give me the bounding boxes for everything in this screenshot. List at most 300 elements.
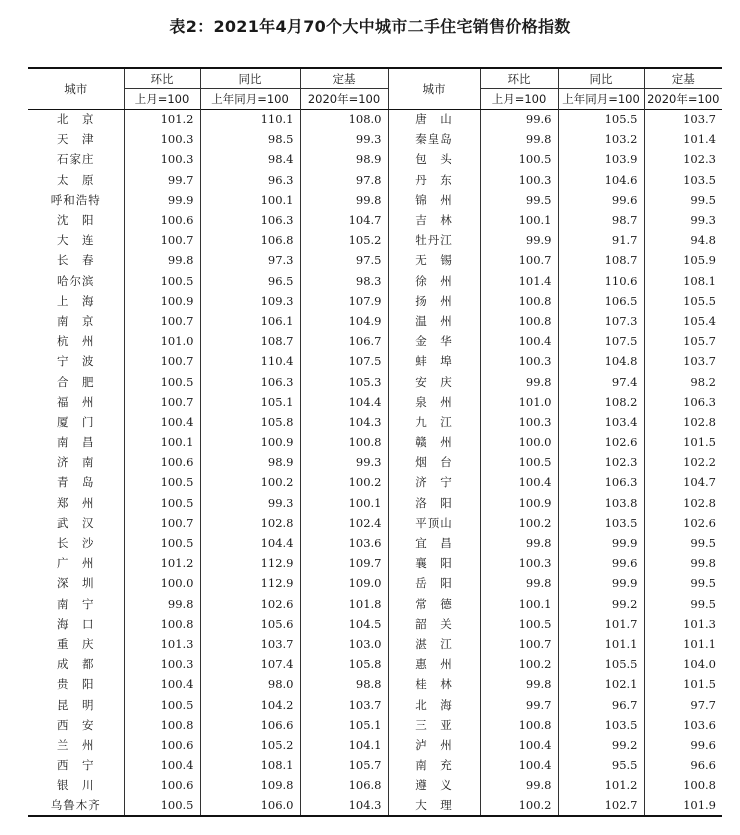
left-yoy-cell: 105.2 (200, 735, 300, 755)
right-city-cell: 平顶山 (388, 513, 480, 533)
left-city-cell: 乌鲁木齐 (28, 795, 124, 815)
right-yoy-cell: 99.9 (558, 573, 644, 593)
right-yoy-cell: 99.9 (558, 533, 644, 553)
right-city-cell: 洛 阳 (388, 493, 480, 513)
left-mom-cell: 99.8 (124, 250, 200, 270)
left-yoy-cell: 102.8 (200, 513, 300, 533)
right-yoy-cell: 99.2 (558, 594, 644, 614)
left-mom-cell: 100.9 (124, 291, 200, 311)
left-mom-cell: 100.6 (124, 452, 200, 472)
right-base-cell: 99.5 (644, 594, 722, 614)
right-mom-cell: 100.5 (480, 149, 558, 169)
left-mom-cell: 100.8 (124, 614, 200, 634)
left-mom-cell: 100.4 (124, 412, 200, 432)
table-row (28, 594, 722, 614)
right-city-cell: 岳 阳 (388, 573, 480, 593)
left-city-cell: 大 连 (57, 233, 95, 248)
left-city-cell: 太 原 (57, 172, 95, 187)
table-row (28, 533, 722, 553)
right-city-cell: 扬 州 (388, 291, 480, 311)
right-city-cell: 济 宁 (388, 472, 480, 492)
left-city-cell: 长 春 (57, 253, 95, 268)
left-yoy-cell: 98.9 (200, 452, 300, 472)
right-yoy-cell: 102.6 (558, 432, 644, 452)
right-base-cell: 106.3 (644, 392, 722, 412)
right-yoy-cell: 99.2 (558, 735, 644, 755)
left-city-cell: 合 肥 (57, 374, 95, 389)
right-base-cell: 105.9 (644, 250, 722, 270)
left-base-cell: 98.8 (300, 674, 388, 694)
right-yoy-cell: 108.2 (558, 392, 644, 412)
left-base-cell: 97.5 (300, 250, 388, 270)
left-mom-cell: 100.3 (124, 149, 200, 169)
left-yoy-cell: 108.1 (200, 755, 300, 775)
right-mom-cell: 101.0 (480, 392, 558, 412)
left-base-cell: 100.1 (300, 493, 388, 513)
right-mom-cell: 99.7 (480, 694, 558, 714)
left-base-cell: 108.0 (300, 109, 388, 129)
table-row (28, 795, 722, 815)
left-mom-cell: 99.9 (124, 190, 200, 210)
right-yoy-cell: 104.6 (558, 170, 644, 190)
left-base-cell: 105.2 (300, 230, 388, 250)
right-city-cell: 锦 州 (388, 190, 480, 210)
left-yoy-cell: 105.6 (200, 614, 300, 634)
left-city-cell: 昆 明 (57, 697, 95, 712)
right-yoy-cell: 91.7 (558, 230, 644, 250)
left-mom-cell: 100.4 (124, 674, 200, 694)
left-yoy-cell: 105.1 (200, 392, 300, 412)
right-city-cell: 安 庆 (388, 371, 480, 391)
left-base-cell: 105.7 (300, 755, 388, 775)
right-base-cell: 104.7 (644, 472, 722, 492)
header-yoy-right: 同比 (558, 68, 644, 89)
right-city-cell: 包 头 (388, 149, 480, 169)
left-mom-cell: 100.5 (124, 472, 200, 492)
right-mom-cell: 100.4 (480, 472, 558, 492)
right-mom-cell: 100.4 (480, 331, 558, 351)
right-base-cell: 98.2 (644, 371, 722, 391)
left-city-cell: 石家庄 (57, 152, 95, 167)
left-base-cell: 98.3 (300, 271, 388, 291)
left-base-cell: 103.6 (300, 533, 388, 553)
left-mom-cell: 100.5 (124, 533, 200, 553)
table-row (28, 392, 722, 412)
left-yoy-cell: 110.4 (200, 351, 300, 371)
left-yoy-cell: 106.0 (200, 795, 300, 815)
left-city-cell: 青 岛 (57, 475, 95, 490)
table-row (28, 351, 722, 371)
right-mom-cell: 100.7 (480, 634, 558, 654)
left-base-cell: 104.3 (300, 412, 388, 432)
right-yoy-cell: 102.3 (558, 452, 644, 472)
table-row (28, 573, 722, 593)
left-base-cell: 100.8 (300, 432, 388, 452)
right-yoy-cell: 99.6 (558, 553, 644, 573)
right-base-cell: 96.6 (644, 755, 722, 775)
left-base-cell: 104.3 (300, 795, 388, 815)
table-row (28, 654, 722, 674)
right-yoy-cell: 103.5 (558, 715, 644, 735)
right-base-cell: 102.2 (644, 452, 722, 472)
right-mom-cell: 100.1 (480, 210, 558, 230)
header-base-right: 定基 (644, 68, 722, 89)
left-mom-cell: 100.7 (124, 392, 200, 412)
left-yoy-cell: 103.7 (200, 634, 300, 654)
left-yoy-cell: 97.3 (200, 250, 300, 270)
right-city-cell: 襄 阳 (388, 553, 480, 573)
right-base-cell: 102.8 (644, 412, 722, 432)
right-city-cell: 牡丹江 (388, 230, 480, 250)
right-base-cell: 108.1 (644, 271, 722, 291)
left-yoy-cell: 106.1 (200, 311, 300, 331)
table-row (28, 715, 722, 735)
table-row (28, 735, 722, 755)
left-yoy-cell: 96.5 (200, 271, 300, 291)
left-city-cell: 南 昌 (57, 435, 95, 450)
right-yoy-cell: 107.5 (558, 331, 644, 351)
right-mom-cell: 99.8 (480, 674, 558, 694)
left-yoy-cell: 105.8 (200, 412, 300, 432)
left-yoy-cell: 106.6 (200, 715, 300, 735)
table-row (28, 412, 722, 432)
right-mom-cell: 100.3 (480, 553, 558, 573)
left-yoy-cell: 98.0 (200, 674, 300, 694)
header-row-sub (28, 89, 722, 110)
left-yoy-cell: 104.4 (200, 533, 300, 553)
table-row (28, 129, 722, 149)
left-mom-cell: 100.5 (124, 371, 200, 391)
left-base-cell: 103.7 (300, 694, 388, 714)
right-city-cell: 湛 江 (388, 634, 480, 654)
left-yoy-cell: 102.6 (200, 594, 300, 614)
left-city-cell: 长 沙 (57, 536, 95, 551)
right-mom-cell: 100.9 (480, 493, 558, 513)
right-mom-cell: 99.6 (480, 109, 558, 129)
right-city-cell: 三 亚 (388, 715, 480, 735)
right-yoy-cell: 96.7 (558, 694, 644, 714)
right-yoy-cell: 103.4 (558, 412, 644, 432)
left-mom-cell: 101.0 (124, 331, 200, 351)
header-mom-sub-right: 上月=100 (480, 89, 558, 110)
right-city-cell: 遵 义 (388, 775, 480, 795)
left-base-cell: 104.7 (300, 210, 388, 230)
left-city-cell: 重 庆 (57, 636, 95, 651)
table-row (28, 674, 722, 694)
left-mom-cell: 99.7 (124, 170, 200, 190)
left-city-cell: 北 京 (57, 112, 95, 127)
left-yoy-cell: 100.2 (200, 472, 300, 492)
left-base-cell: 106.7 (300, 331, 388, 351)
right-base-cell: 103.5 (644, 170, 722, 190)
left-mom-cell: 100.6 (124, 210, 200, 230)
right-city-cell: 丹 东 (388, 170, 480, 190)
left-city-cell: 武 汉 (57, 515, 95, 530)
right-city-cell: 泉 州 (388, 392, 480, 412)
left-yoy-cell: 112.9 (200, 553, 300, 573)
left-mom-cell: 101.3 (124, 634, 200, 654)
header-yoy-left: 同比 (200, 68, 300, 89)
left-city-cell: 宁 波 (57, 354, 95, 369)
right-base-cell: 102.3 (644, 149, 722, 169)
right-mom-cell: 99.5 (480, 190, 558, 210)
right-mom-cell: 99.8 (480, 371, 558, 391)
table-row (28, 311, 722, 331)
left-base-cell: 107.9 (300, 291, 388, 311)
right-base-cell: 102.6 (644, 513, 722, 533)
right-city-cell: 北 海 (388, 694, 480, 714)
header-mom-sub-left: 上月=100 (124, 89, 200, 110)
left-base-cell: 97.8 (300, 170, 388, 190)
price-index-table (28, 67, 722, 817)
left-yoy-cell: 108.7 (200, 331, 300, 351)
left-yoy-cell: 99.3 (200, 493, 300, 513)
right-yoy-cell: 103.8 (558, 493, 644, 513)
right-mom-cell: 100.3 (480, 351, 558, 371)
right-base-cell: 102.8 (644, 493, 722, 513)
right-base-cell: 101.5 (644, 674, 722, 694)
left-yoy-cell: 106.3 (200, 371, 300, 391)
left-mom-cell: 101.2 (124, 109, 200, 129)
left-yoy-cell: 106.8 (200, 230, 300, 250)
header-base-sub-right: 2020年=100 (644, 89, 722, 110)
right-city-cell: 烟 台 (388, 452, 480, 472)
right-base-cell: 99.5 (644, 190, 722, 210)
right-base-cell: 99.5 (644, 573, 722, 593)
left-mom-cell: 100.5 (124, 694, 200, 714)
right-base-cell: 103.7 (644, 351, 722, 371)
left-base-cell: 105.3 (300, 371, 388, 391)
left-yoy-cell: 104.2 (200, 694, 300, 714)
right-yoy-cell: 103.9 (558, 149, 644, 169)
right-yoy-cell: 105.5 (558, 654, 644, 674)
left-base-cell: 105.8 (300, 654, 388, 674)
table-row (28, 634, 722, 654)
left-base-cell: 104.1 (300, 735, 388, 755)
right-yoy-cell: 97.4 (558, 371, 644, 391)
right-yoy-cell: 106.5 (558, 291, 644, 311)
right-base-cell: 99.3 (644, 210, 722, 230)
left-base-cell: 104.5 (300, 614, 388, 634)
table-row (28, 452, 722, 472)
left-base-cell: 103.0 (300, 634, 388, 654)
right-mom-cell: 99.8 (480, 129, 558, 149)
left-mom-cell: 100.7 (124, 230, 200, 250)
left-city-cell: 广 州 (57, 556, 95, 571)
right-yoy-cell: 101.2 (558, 775, 644, 795)
right-city-cell: 赣 州 (388, 432, 480, 452)
right-city-cell: 宜 昌 (388, 533, 480, 553)
left-yoy-cell: 96.3 (200, 170, 300, 190)
left-mom-cell: 100.7 (124, 513, 200, 533)
right-mom-cell: 100.2 (480, 513, 558, 533)
left-yoy-cell: 107.4 (200, 654, 300, 674)
right-mom-cell: 100.4 (480, 755, 558, 775)
right-mom-cell: 100.8 (480, 311, 558, 331)
right-yoy-cell: 101.1 (558, 634, 644, 654)
right-city-cell: 秦皇岛 (388, 129, 480, 149)
left-city-cell: 济 南 (57, 455, 95, 470)
table-title: 表2：2021年4月70个大中城市二手住宅销售价格指数 (169, 17, 571, 36)
right-mom-cell: 100.1 (480, 594, 558, 614)
table-row (28, 493, 722, 513)
left-city-cell: 南 宁 (57, 596, 95, 611)
right-yoy-cell: 101.7 (558, 614, 644, 634)
right-yoy-cell: 95.5 (558, 755, 644, 775)
right-yoy-cell: 110.6 (558, 271, 644, 291)
right-yoy-cell: 98.7 (558, 210, 644, 230)
header-base-sub-left: 2020年=100 (300, 89, 388, 110)
left-mom-cell: 100.4 (124, 755, 200, 775)
right-yoy-cell: 108.7 (558, 250, 644, 270)
left-city-cell: 呼和浩特 (50, 192, 101, 207)
right-yoy-cell: 103.2 (558, 129, 644, 149)
left-mom-cell: 100.7 (124, 351, 200, 371)
table-row (28, 331, 722, 351)
left-mom-cell: 100.0 (124, 573, 200, 593)
table-body (28, 109, 722, 816)
left-yoy-cell: 98.4 (200, 149, 300, 169)
right-base-cell: 101.5 (644, 432, 722, 452)
right-city-cell: 韶 关 (388, 614, 480, 634)
left-mom-cell: 100.5 (124, 493, 200, 513)
right-city-cell: 九 江 (388, 412, 480, 432)
left-base-cell: 109.7 (300, 553, 388, 573)
table-row (28, 271, 722, 291)
left-city-cell: 深 圳 (57, 576, 95, 591)
table-row (28, 109, 722, 129)
right-base-cell: 99.5 (644, 533, 722, 553)
table-row (28, 755, 722, 775)
table-row (28, 553, 722, 573)
header-base-left: 定基 (300, 68, 388, 89)
right-base-cell: 97.7 (644, 694, 722, 714)
right-city-cell: 徐 州 (388, 271, 480, 291)
right-city-cell: 常 德 (388, 594, 480, 614)
left-city-cell: 兰 州 (57, 737, 95, 752)
left-base-cell: 104.4 (300, 392, 388, 412)
left-base-cell: 101.8 (300, 594, 388, 614)
left-city-cell: 西 安 (57, 717, 95, 732)
left-city-cell: 上 海 (57, 293, 95, 308)
left-mom-cell: 101.2 (124, 553, 200, 573)
header-row-main (28, 68, 722, 89)
right-yoy-cell: 102.7 (558, 795, 644, 815)
right-mom-cell: 100.3 (480, 170, 558, 190)
left-mom-cell: 100.5 (124, 271, 200, 291)
right-base-cell: 101.3 (644, 614, 722, 634)
table-row (28, 513, 722, 533)
left-base-cell: 109.0 (300, 573, 388, 593)
right-mom-cell: 100.0 (480, 432, 558, 452)
right-base-cell: 101.9 (644, 795, 722, 815)
left-mom-cell: 99.8 (124, 594, 200, 614)
right-base-cell: 99.6 (644, 735, 722, 755)
right-base-cell: 101.4 (644, 129, 722, 149)
right-mom-cell: 100.7 (480, 250, 558, 270)
left-city-cell: 沈 阳 (57, 213, 95, 228)
left-yoy-cell: 110.1 (200, 109, 300, 129)
right-mom-cell: 99.8 (480, 573, 558, 593)
left-city-cell: 厦 门 (57, 414, 95, 429)
left-base-cell: 98.9 (300, 149, 388, 169)
left-mom-cell: 100.7 (124, 311, 200, 331)
table-row (28, 371, 722, 391)
right-mom-cell: 99.9 (480, 230, 558, 250)
right-city-cell: 桂 林 (388, 674, 480, 694)
left-city-cell: 南 京 (57, 313, 95, 328)
right-base-cell: 105.5 (644, 291, 722, 311)
left-city-cell: 杭 州 (57, 334, 95, 349)
left-city-cell: 银 川 (57, 778, 95, 793)
right-base-cell: 94.8 (644, 230, 722, 250)
right-city-cell: 南 充 (388, 755, 480, 775)
table-row (28, 775, 722, 795)
table-row (28, 614, 722, 634)
left-city-cell: 哈尔滨 (57, 273, 95, 288)
table-row (28, 190, 722, 210)
right-mom-cell: 100.3 (480, 412, 558, 432)
right-city-cell: 大 理 (388, 795, 480, 815)
table-row (28, 291, 722, 311)
right-city-cell: 蚌 埠 (388, 351, 480, 371)
left-yoy-cell: 100.1 (200, 190, 300, 210)
right-mom-cell: 100.2 (480, 795, 558, 815)
left-mom-cell: 100.3 (124, 129, 200, 149)
left-base-cell: 106.8 (300, 775, 388, 795)
left-base-cell: 99.3 (300, 129, 388, 149)
right-mom-cell: 100.2 (480, 654, 558, 674)
table-row (28, 250, 722, 270)
left-mom-cell: 100.8 (124, 715, 200, 735)
left-yoy-cell: 109.8 (200, 775, 300, 795)
left-base-cell: 99.8 (300, 190, 388, 210)
header-yoy-sub-right: 上年同月=100 (558, 89, 644, 110)
right-city-cell: 吉 林 (388, 210, 480, 230)
header-city-right: 城市 (388, 68, 480, 109)
left-base-cell: 104.9 (300, 311, 388, 331)
right-mom-cell: 99.8 (480, 533, 558, 553)
table-row (28, 210, 722, 230)
table-row (28, 694, 722, 714)
right-mom-cell: 101.4 (480, 271, 558, 291)
header-mom-left: 环比 (124, 68, 200, 89)
left-mom-cell: 100.6 (124, 775, 200, 795)
left-mom-cell: 100.1 (124, 432, 200, 452)
right-yoy-cell: 105.5 (558, 109, 644, 129)
left-city-cell: 西 宁 (57, 758, 95, 773)
header-city-left: 城市 (28, 68, 124, 109)
left-city-cell: 天 津 (57, 132, 95, 147)
left-city-cell: 成 都 (57, 657, 95, 672)
right-base-cell: 105.7 (644, 331, 722, 351)
left-yoy-cell: 98.5 (200, 129, 300, 149)
left-yoy-cell: 109.3 (200, 291, 300, 311)
right-yoy-cell: 104.8 (558, 351, 644, 371)
table-row (28, 170, 722, 190)
left-mom-cell: 100.6 (124, 735, 200, 755)
table-row (28, 472, 722, 492)
left-base-cell: 107.5 (300, 351, 388, 371)
table-row (28, 149, 722, 169)
table-row (28, 230, 722, 250)
right-yoy-cell: 106.3 (558, 472, 644, 492)
header-yoy-sub-left: 上年同月=100 (200, 89, 300, 110)
right-mom-cell: 100.8 (480, 291, 558, 311)
left-base-cell: 99.3 (300, 452, 388, 472)
right-base-cell: 103.6 (644, 715, 722, 735)
right-city-cell: 无 锡 (388, 250, 480, 270)
